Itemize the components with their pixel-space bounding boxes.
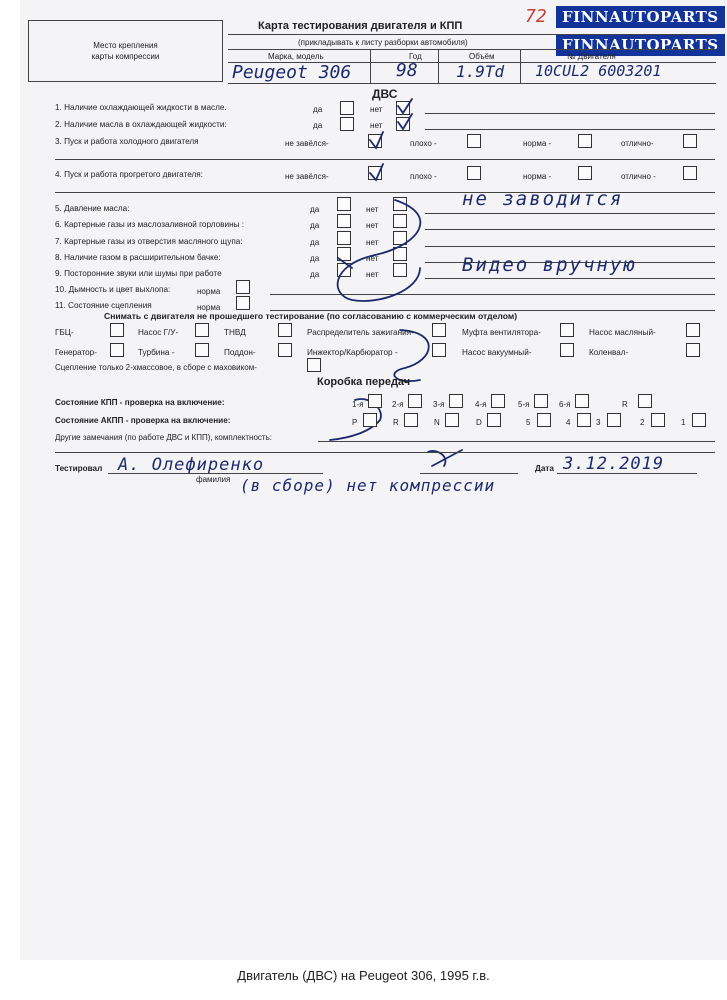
dvs-item-4-opt4: отлично -	[621, 172, 656, 181]
dvs-item-1-no-label: нет	[370, 105, 383, 114]
col-model: Марка, модель	[268, 52, 324, 61]
dvs-item-1-label: 1. Наличие охлаждающей жидкости в масле.	[55, 103, 227, 112]
dvs-item-3-opt3: норма -	[523, 139, 552, 148]
compression-note: (в сборе) нет компрессии	[240, 476, 496, 495]
kpp-gear-checkbox[interactable]	[491, 394, 505, 408]
dvs-item-7-yes-label: да	[310, 238, 320, 247]
remove-item-distributor: Распределитель зажигания-	[307, 328, 414, 337]
remove-item-oil-pump: Насос масляный-	[589, 328, 656, 337]
remove-title: Снимать с двигателя не прошедшего тестирование (по согласованию с коммерческим отделом)	[104, 311, 518, 321]
kpp-gear-label: 2-я	[392, 400, 404, 409]
akpp-gear-checkbox[interactable]	[607, 413, 621, 427]
subtitle: (прикладывать к листу разборки автомобиля)	[298, 38, 468, 47]
akpp-gear-label: D	[476, 418, 482, 427]
remove-item-vacuum-pump: Насос вакуумный-	[462, 348, 532, 357]
remove-item-tnvd: ТНВД	[224, 328, 246, 337]
remove-clutch-label: Сцепление только 2-хмассовое, в сборе с маховиком-	[55, 363, 257, 372]
akpp-gear-label: 2	[640, 418, 645, 427]
dvs-item-6-yes-label: да	[310, 221, 320, 230]
dvs-item-9-no-label: нет	[366, 270, 379, 279]
dvs-item-5-no-label: нет	[366, 205, 379, 214]
remove-clutch-checkbox[interactable]	[307, 358, 321, 372]
kpp-gear-label: 4-я	[475, 400, 487, 409]
model-value: Peugeot 306	[232, 62, 352, 83]
remove-item-generator: Генератор-	[55, 348, 97, 357]
remove-item-gu-pump-checkbox[interactable]	[195, 323, 209, 337]
dvs-item-3-opt1: не завёлся-	[285, 139, 329, 148]
dvs-item-8-yes-label: да	[310, 254, 320, 263]
remove-item-gbc-checkbox[interactable]	[110, 323, 124, 337]
dvs-item-9-label: 9. Посторонние звуки или шумы при работе	[55, 269, 222, 278]
remove-item-turbine-checkbox[interactable]	[195, 343, 209, 357]
akpp-gear-checkbox[interactable]	[404, 413, 418, 427]
kpp-gear-label: 6-я	[559, 400, 571, 409]
col-volume: Объём	[469, 52, 495, 61]
dvs-item-4-opt2: плохо -	[410, 172, 437, 181]
dvs-item-3-opt2: плохо -	[410, 139, 437, 148]
tested-by-value: А. Олефиренко	[118, 455, 265, 475]
dvs-item-10-norm-label: норма	[197, 287, 221, 296]
kpp-gear-label: R	[622, 400, 628, 409]
kpp-gear-checkbox[interactable]	[449, 394, 463, 408]
dvs-item-7-no-label: нет	[366, 238, 379, 247]
akpp-gear-label: N	[434, 418, 440, 427]
akpp-gear-checkbox[interactable]	[692, 413, 706, 427]
kpp-gear-checkbox[interactable]	[408, 394, 422, 408]
photo-caption: Двигатель (ДВС) на Peugeot 306, 1995 г.в.	[237, 968, 490, 983]
dvs-item-5-label: 5. Давление масла:	[55, 204, 130, 213]
remove-item-pan-checkbox[interactable]	[278, 343, 292, 357]
remove-item-injector: Инжектор/Карбюратор -	[307, 348, 398, 357]
akpp-gear-label: 4	[566, 418, 571, 427]
dvs-item-4-opt3: норма -	[523, 172, 552, 181]
watermark-bottom: FINNAUTOPARTS	[556, 34, 725, 56]
dvs-item-4-label: 4. Пуск и работа прогретого двигателя:	[55, 170, 203, 179]
dvs-item-8-no-label: нет	[366, 254, 379, 263]
kpp-gear-checkbox[interactable]	[638, 394, 652, 408]
dvs-item-1-yes-label: да	[313, 105, 323, 114]
remove-item-generator-checkbox[interactable]	[110, 343, 124, 357]
dvs-item-9-yes-label: да	[310, 270, 320, 279]
kpp-gear-label: 5-я	[518, 400, 530, 409]
dvs-item-3-label: 3. Пуск и работа холодного двигателя	[55, 137, 199, 146]
akpp-gear-label: 3	[596, 418, 601, 427]
remove-item-gbc: ГБЦ-	[55, 328, 74, 337]
surname-label: фамилия	[196, 475, 231, 484]
dvs-item-6-no-label: нет	[366, 221, 379, 230]
akpp-gear-checkbox[interactable]	[537, 413, 551, 427]
remove-item-gu-pump: Насос Г/У-	[138, 328, 179, 337]
corner-mark: 72	[525, 6, 547, 27]
remove-item-crankshaft: Коленвал-	[589, 348, 629, 357]
tested-label: Тестировал	[55, 464, 103, 473]
year-value: 98	[396, 60, 418, 81]
kpp-label: Состояние КПП - проверка на включение:	[55, 398, 225, 407]
kpp-gear-label: 1-я	[352, 400, 364, 409]
dvs-item-8-label: 8. Наличие газом в расширительном бачке:	[55, 253, 221, 262]
dvs-item-11-label: 11. Состояние сцепления	[55, 301, 152, 310]
attach-place-line1: Место крепления	[93, 41, 158, 50]
remove-item-fan-clutch: Муфта вентилятора-	[462, 328, 541, 337]
akpp-gear-label: R	[393, 418, 399, 427]
akpp-gear-checkbox[interactable]	[445, 413, 459, 427]
remove-item-turbine: Турбина -	[138, 348, 175, 357]
gearbox-title: Коробка передач	[317, 376, 411, 388]
date-value: 3.12.2019	[563, 454, 665, 474]
dvs-item-3-opt4: отлично-	[621, 139, 654, 148]
akpp-gear-label: 5	[526, 418, 531, 427]
remove-item-pan: Поддон-	[224, 348, 256, 357]
dvs-item-2-yes-label: да	[313, 121, 323, 130]
akpp-gear-checkbox[interactable]	[487, 413, 501, 427]
dvs-item-11-norm-label: норма	[197, 303, 221, 312]
akpp-gear-label: P	[352, 418, 358, 427]
remove-item-fan-clutch-checkbox[interactable]	[560, 323, 574, 337]
dvs-item-2-no-label: нет	[370, 121, 383, 130]
remove-item-injector-checkbox[interactable]	[432, 343, 446, 357]
vin-value: 10CUL2 6003201	[535, 62, 662, 80]
dvs-item-5-yes-label: да	[310, 205, 320, 214]
kpp-gear-checkbox[interactable]	[368, 394, 382, 408]
page-title: Карта тестирования двигателя и КПП	[258, 20, 463, 32]
akpp-gear-label: 1	[681, 418, 686, 427]
kpp-gear-label: 3-я	[433, 400, 445, 409]
akpp-label: Состояние АКПП - проверка на включение:	[55, 416, 231, 425]
dvs-item-6-label: 6. Картерные газы из маслозаливной горловины :	[55, 220, 245, 229]
dvs-item-10-label: 10. Дымность и цвет выхлопа:	[55, 285, 171, 294]
remove-item-tnvd-checkbox[interactable]	[278, 323, 292, 337]
date-label: Дата	[535, 464, 554, 473]
dvs-title: ДВС	[372, 87, 398, 101]
col-year: Год	[409, 52, 422, 61]
kpp-gear-checkbox[interactable]	[575, 394, 589, 408]
dvs-note-not-starting: не заводится	[462, 188, 624, 210]
attach-place-line2: карты компрессии	[91, 52, 160, 61]
watermark-top: FINNAUTOPARTS	[556, 6, 725, 28]
other-remarks-label: Другие замечания (по работе ДВС и КПП), комплектность:	[55, 433, 272, 442]
akpp-gear-checkbox[interactable]	[577, 413, 591, 427]
dvs-item-7-label: 7. Картерные газы из отверстия масляного щупа:	[55, 237, 243, 246]
akpp-gear-checkbox[interactable]	[651, 413, 665, 427]
remove-item-oil-pump-checkbox[interactable]	[686, 323, 700, 337]
dvs-item-4-opt1: не завёлся-	[285, 172, 329, 181]
remove-item-distributor-checkbox[interactable]	[432, 323, 446, 337]
volume-value: 1.9Td	[456, 62, 505, 81]
akpp-gear-checkbox[interactable]	[363, 413, 377, 427]
dvs-note-video: Видео вручную	[462, 254, 637, 276]
dvs-item-2-label: 2. Наличие масла в охлаждающей жидкости:	[55, 120, 227, 129]
remove-item-vacuum-pump-checkbox[interactable]	[560, 343, 574, 357]
kpp-gear-checkbox[interactable]	[534, 394, 548, 408]
remove-item-crankshaft-checkbox[interactable]	[686, 343, 700, 357]
col-vin: № Двигателя	[567, 52, 616, 61]
